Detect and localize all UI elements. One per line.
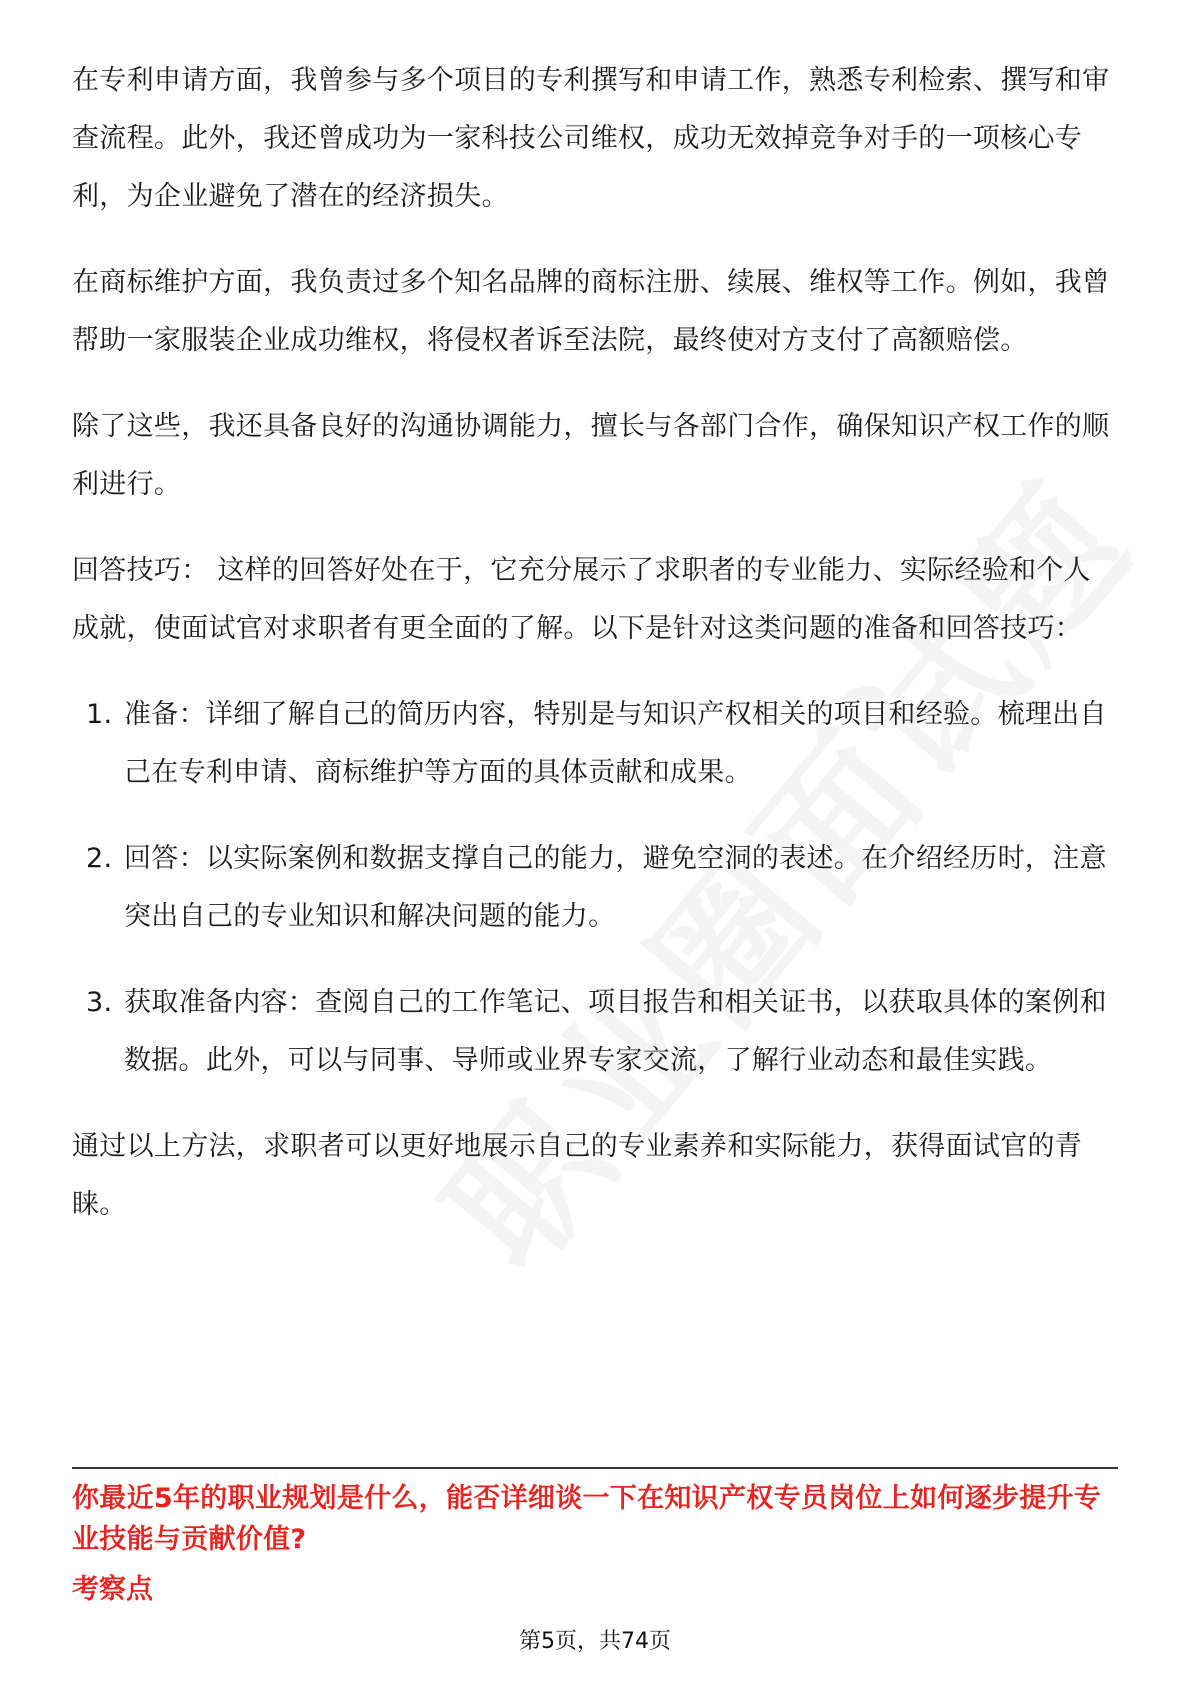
section-divider: [72, 1467, 1118, 1469]
paragraph-trademark: 在商标维护方面，我负责过多个知名品牌的商标注册、续展、维权等工作。例如，我曾帮助一家服装企业成功维权，将侵权者诉至法院，最终使对方支付了高额赔偿。: [72, 267, 1110, 356]
list-number: 2.: [86, 843, 113, 874]
list-item-text: 回答：以实际案例和数据支撑自己的能力，避免空洞的表述。在介绍经历时，注意突出自己的专业知识和解决问题的能力。: [124, 843, 1107, 932]
list-number: 3.: [86, 987, 113, 1018]
list-item: [72, 974, 1118, 1090]
list-item-text: 获取准备内容：查阅自己的工作笔记、项目报告和相关证书，以获取具体的案例和数据。此外，可以与同事、导师或业界专家交流，了解行业动态和最佳实践。: [124, 987, 1107, 1076]
list-item: [72, 686, 1118, 802]
paragraph-conclusion: 通过以上方法，求职者可以更好地展示自己的专业素养和实际能力，获得面试官的青睐。: [72, 1131, 1083, 1220]
list-item-text: 准备：详细了解自己的简历内容，特别是与知识产权相关的项目和经验。梳理出自己在专利申请、商标维护等方面的具体贡献和成果。: [124, 699, 1107, 788]
paragraph-patent: 在专利申请方面，我曾参与多个项目的专利撰写和申请工作，熟悉专利检索、撰写和审查流程。此外，我还曾成功为一家科技公司维权，成功无效掉竞争对手的一项核心专利，为企业避免了潜在的经济损失。: [72, 65, 1110, 212]
assessment-points-heading: 考察点: [72, 1574, 153, 1605]
main-content: [72, 52, 1118, 1262]
tips-list: [72, 686, 1118, 1090]
list-item: [72, 830, 1118, 946]
next-question-heading: 你最近5年的职业规划是什么，能否详细谈一下在知识产权专员岗位上如何逐步提升专业技能与贡献价值?: [72, 1483, 1102, 1555]
page-footer: 第5页，共74页: [519, 1629, 671, 1654]
list-number: 1.: [86, 699, 113, 730]
paragraph-communication: 除了这些，我还具备良好的沟通协调能力，擅长与各部门合作，确保知识产权工作的顺利进行。: [72, 411, 1110, 500]
paragraph-answer-tips: 回答技巧： 这样的回答好处在于，它充分展示了求职者的专业能力、实际经验和个人成就，使面试官对求职者有更全面的了解。以下是针对这类问题的准备和回答技巧：: [72, 555, 1091, 644]
